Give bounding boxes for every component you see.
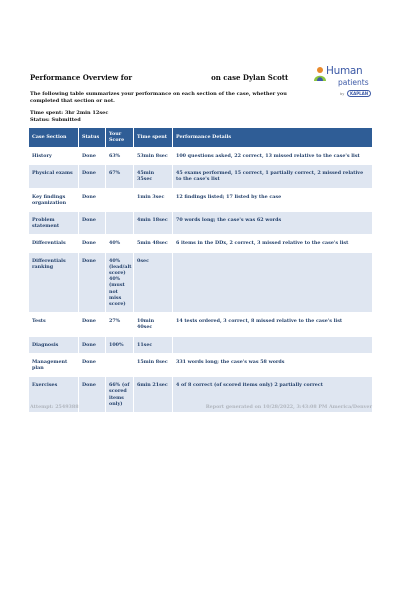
table-cell: Done: [79, 165, 106, 188]
table-cell: Done: [79, 377, 106, 413]
table-cell: Key findings organization: [29, 188, 79, 211]
table-cell: 10min 40sec: [134, 313, 173, 336]
table-header-row: [29, 128, 373, 148]
table-cell: Management plan: [29, 353, 79, 376]
intro-text: The following table summarizes your performance on each section of the case, whether you completed that section or not.: [30, 91, 287, 104]
table-cell: Exercises: [29, 377, 79, 413]
table-cell: 1min 3sec: [134, 188, 173, 211]
table-cell: 40% (lead/alt score) 40% (must not miss score): [106, 252, 134, 313]
table-cell: 11sec: [134, 336, 173, 353]
table-cell: Problem statement: [29, 212, 79, 235]
logo-by-text: by: [340, 92, 345, 96]
table-cell: 100%: [106, 336, 134, 353]
table-cell: 6min 21sec: [134, 377, 173, 413]
table-cell: [106, 212, 134, 235]
table-row: [29, 336, 373, 353]
table-cell: 70 words long; the case's was 62 words: [173, 212, 373, 235]
table-cell: Done: [79, 188, 106, 211]
title-right: on case Dylan Scott: [211, 73, 289, 82]
report-generated-date: Report generated on 10/28/2022, 3:43:08 PM America/Denver: [205, 404, 372, 410]
table-cell: Tests: [29, 313, 79, 336]
table-cell: History: [29, 148, 79, 165]
table-cell: 100 questions asked, 22 correct, 13 missed relative to the case's list: [173, 148, 373, 165]
table-cell: 4 of 8 correct (of scored items only) 2 partially correct: [173, 377, 373, 413]
col-header: Performance Details: [173, 128, 373, 148]
performance-table: [28, 127, 373, 413]
table-cell: 14 tests ordered, 3 correct, 8 missed relative to the case's list: [173, 313, 373, 336]
table-row: [29, 165, 373, 188]
title-left: Performance Overview for: [30, 73, 133, 82]
table-cell: 6 items in the DDx, 2 correct, 3 missed relative to the case's list: [173, 235, 373, 252]
table-cell: Done: [79, 235, 106, 252]
table-cell: 40%: [106, 235, 134, 252]
table-cell: Differentials ranking: [29, 252, 79, 313]
col-header: Case Section: [29, 128, 79, 148]
table-cell: 63%: [106, 148, 134, 165]
table-row: [29, 353, 373, 376]
table-row: [29, 148, 373, 165]
table-cell: 66% (of scored items only): [106, 377, 134, 413]
human-patients-logo: [312, 66, 376, 106]
table-row: [29, 252, 373, 313]
table-cell: 5min 48sec: [134, 235, 173, 252]
table-row: [29, 235, 373, 252]
table-cell: 12 findings listed; 17 listed by the case: [173, 188, 373, 211]
table-cell: Differentials: [29, 235, 79, 252]
col-header: Your Score: [106, 128, 134, 148]
logo-patients-text: patients: [338, 78, 369, 87]
col-header: Time spent: [134, 128, 173, 148]
table-cell: Done: [79, 252, 106, 313]
attempt-id: Attempt: 2549388: [30, 404, 79, 410]
table-cell: Done: [79, 313, 106, 336]
logo-human-text: Human: [326, 65, 363, 77]
page-title: [30, 73, 288, 82]
col-header: Status: [79, 128, 106, 148]
table-row: [29, 212, 373, 235]
table-cell: Done: [79, 336, 106, 353]
table-cell: Done: [79, 148, 106, 165]
table-cell: Diagnosis: [29, 336, 79, 353]
table-cell: 45min 35sec: [134, 165, 173, 188]
table-cell: 0sec: [134, 252, 173, 313]
table-cell: Done: [79, 353, 106, 376]
table-row: [29, 313, 373, 336]
table-cell: 27%: [106, 313, 134, 336]
table-cell: Physical exams: [29, 165, 79, 188]
table-cell: [173, 336, 373, 353]
table-cell: [106, 353, 134, 376]
table-cell: 15min 8sec: [134, 353, 173, 376]
table-cell: 67%: [106, 165, 134, 188]
table-row: [29, 188, 373, 211]
table-cell: 53min 8sec: [134, 148, 173, 165]
logo-kaplan-text: KAPLAN: [347, 90, 371, 97]
status-text: Status: Submitted: [30, 117, 81, 123]
table-cell: [106, 188, 134, 211]
table-cell: 4min 18sec: [134, 212, 173, 235]
table-cell: 45 exams performed, 15 correct, 1 partially correct, 2 missed relative to the case's list: [173, 165, 373, 188]
time-spent: Time spent: 3hr 2min 12sec: [30, 110, 109, 116]
table-cell: 331 words long; the case's was 58 words: [173, 353, 373, 376]
table-cell: Done: [79, 212, 106, 235]
session-meta: [30, 110, 108, 124]
table-cell: [173, 252, 373, 313]
